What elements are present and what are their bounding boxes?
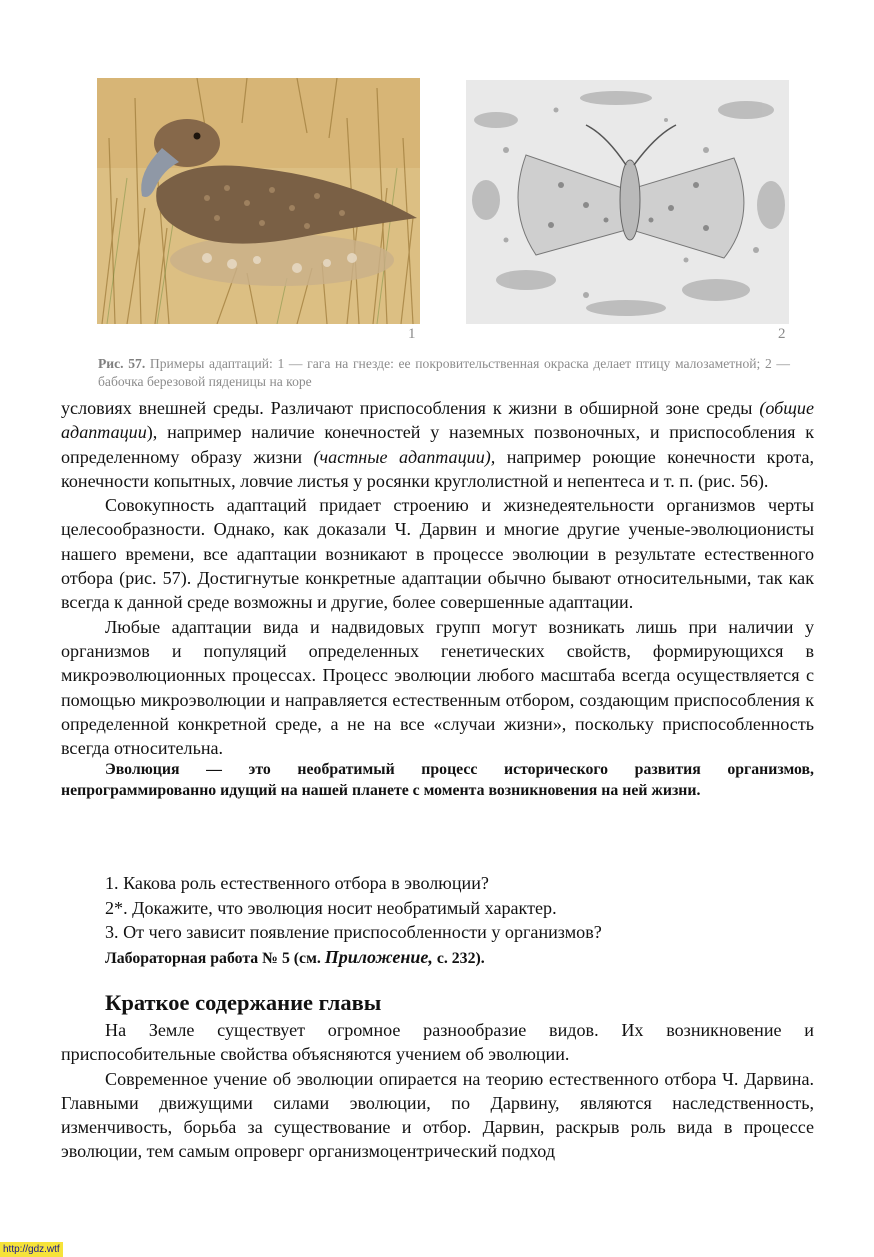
figure-caption <box>98 355 790 391</box>
review-questions <box>61 871 814 971</box>
figure-panel-1-number: 1 <box>408 326 416 342</box>
question-item: 3. От чего зависит появление приспособленности у организмов? <box>105 922 602 943</box>
paragraph-text: условиях внешней среды. Различают приспособления к жизни в обширной зоне среды <box>61 398 760 418</box>
summary-paragraph: Современное учение об эволюции опирается на теорию естественного отбора Ч. Дарвина. Главными движущими силами эволюции, по Дарвину, являются наследственность, изменчивость, борьба за существование и отбор. Дарвин, раскрыв роль вида в процессе эволюции, тем самым опроверг организмоцентрический подход <box>61 1068 814 1162</box>
paragraph-purposefulness: Совокупность адаптаций придает строению и жизнедеятельности организмов черты целесообразности. Однако, как доказали Ч. Дарвин и многие другие ученые-эволюционисты нашего времени, все адаптации возникают в процессе эволюции в результате естественного отбора (рис. 57). Достигнутые конкретные адаптации обычно бывают относительными, так как всегда к данной среде возможны и другие, более совершенные адаптации. <box>61 495 814 613</box>
lab-prefix: Лабораторная работа № 5 (см. <box>105 949 325 967</box>
question-item: 1. Какова роль естественного отбора в эволюции? <box>105 873 489 893</box>
chapter-summary-heading: Краткое содержание главы <box>105 990 382 1015</box>
question-item: 2*. Докажите, что эволюция носит необратимый характер. <box>105 897 557 918</box>
italic-term-general: (общие адаптации <box>61 398 814 443</box>
figure-panel-2-number: 2 <box>778 326 786 342</box>
watermark-link[interactable]: http://gdz.wtf <box>0 1242 63 1257</box>
paragraph-text: ), например наличие конечностей у наземных позвоночных, и приспособления к определенному образу жизни <box>61 422 814 467</box>
chapter-summary <box>61 988 814 1164</box>
moth-on-bark-drawing <box>466 80 789 324</box>
italic-term-specific: (частные адаптации), <box>313 446 496 467</box>
lab-appendix: Приложение, <box>324 946 433 967</box>
lab-suffix: с. 232). <box>432 949 485 967</box>
lab-work-reference <box>61 945 814 971</box>
paragraph-text: например роющие конечности крота, конечности копытных, ловчие листья у росянки круглолистной и непентеса и т. п. (рис. 56). <box>61 446 815 491</box>
moth-on-bark-illustration <box>466 80 789 324</box>
paragraph-adaptation-types <box>61 396 814 493</box>
duck-nest-illustration <box>97 78 420 324</box>
summary-paragraph: На Земле существует огромное разнообразие видов. Их возникновение и приспособительные свойства объясняются учением об эволюции. <box>61 1020 814 1065</box>
evolution-definition: Эволюция — это необратимый процесс исторического развития организмов, непрограммированно идущий на нашей планете с момента возникновения на ней жизни. <box>61 761 814 799</box>
duck-nest-drawing <box>97 78 420 324</box>
main-text <box>61 396 814 801</box>
paragraph-microevolution: Любые адаптации вида и надвидовых групп могут возникать лишь при наличии у организмов и популяций определенных генетических свойств, формирующихся в микроэволюционных процессах. Процесс эволюции любого масштаба всегда осуществляется с помощью микроэволюции и направляется естественным отбором, создающим приспособления к определенной конкретной среде, а не на все «случаи жизни», поскольку приспособленность всегда относительна. <box>61 616 814 759</box>
figure-caption-text: Примеры адаптаций: 1 — гага на гнезде: ее покровительственная окраска делает птицу малозаметной; 2 — бабочка березовой пяденицы на коре <box>98 356 790 389</box>
figure-caption-label: Рис. 57. <box>98 356 146 371</box>
